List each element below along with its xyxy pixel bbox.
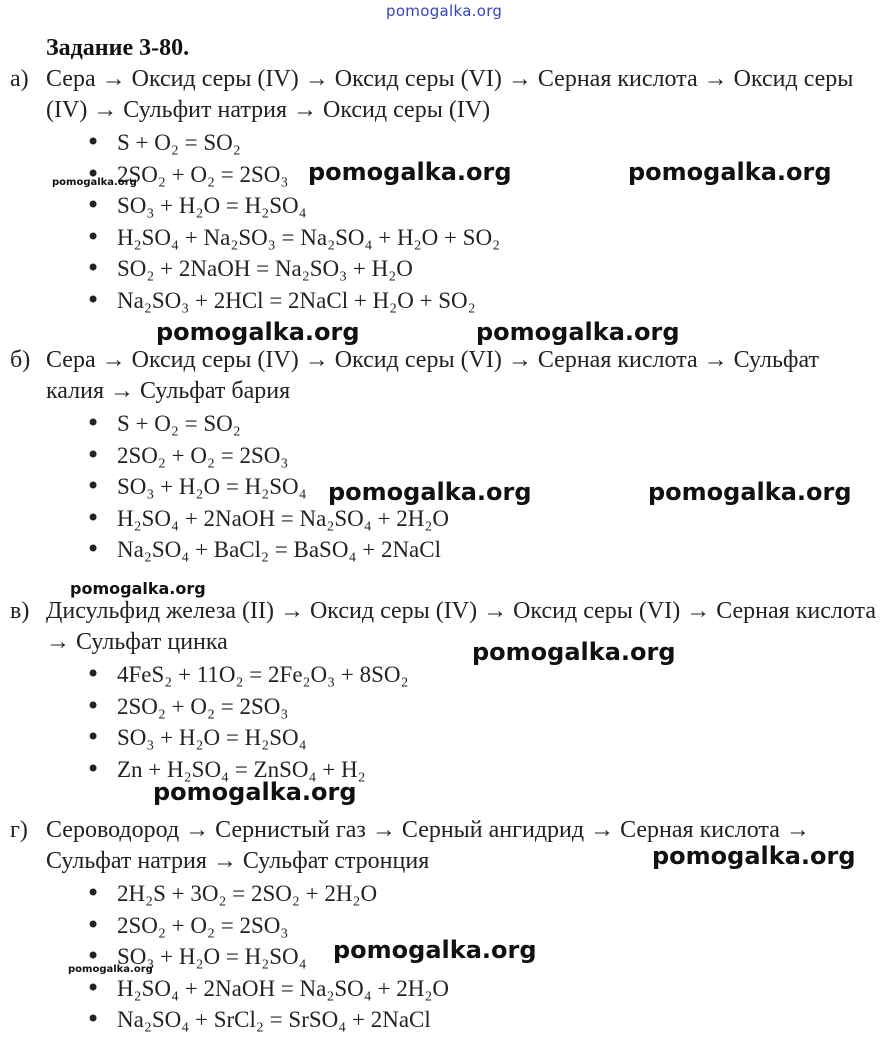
equation: • Na₂SO₃ + 2HCl = 2NaCl + H₂O + SO₂ <box>0 285 500 317</box>
equation: • H₂SO₄ + 2NaOH = Na₂SO₄ + 2H₂O <box>0 973 449 1005</box>
watermark: pomogalka.org <box>52 177 137 188</box>
equation: • SO₃ + H₂O = H₂SO₄ <box>0 722 409 754</box>
watermark: pomogalka.org <box>648 478 852 506</box>
equation: • 2SO₂ + O₂ = 2SO₃ <box>0 910 449 942</box>
equation-list <box>0 659 409 785</box>
equation: • Zn + H₂SO₄ = ZnSO₄ + H₂ <box>0 754 409 786</box>
equation: • 2SO₂ + O₂ = 2SO₃ <box>0 440 449 472</box>
equation: • S + O₂ = SO₂ <box>0 408 449 440</box>
site-link-top[interactable]: pomogalka.org <box>386 2 503 20</box>
equation: • SO₃ + H₂O = H₂SO₄ <box>0 941 449 973</box>
transformation-chain: Дисульфид железа (II) → Оксид серы (IV) → Оксид серы (VI) → Серная кислота → Сульфат цинка <box>46 598 876 655</box>
watermark: pomogalka.org <box>328 478 532 506</box>
equation: • Na₂SO₄ + SrCl₂ = SrSO₄ + 2NaCl <box>0 1004 449 1036</box>
equation: • S + O₂ = SO₂ <box>0 127 500 159</box>
equation: • H₂SO₄ + Na₂SO₃ = Na₂SO₄ + H₂O + SO₂ <box>0 222 500 254</box>
equation: • 2SO₂ + O₂ = 2SO₃ <box>0 159 500 191</box>
transformation-chain: Сера → Оксид серы (IV) → Оксид серы (VI) → Серная кислота → Сульфат калия → Сульфат бария <box>46 347 819 404</box>
watermark: pomogalka.org <box>476 318 680 346</box>
watermark: pomogalka.org <box>333 936 537 964</box>
equation: • 4FeS₂ + 11O₂ = 2Fe₂O₃ + 8SO₂ <box>0 659 409 691</box>
section-letter: б) <box>10 347 31 373</box>
equation: • 2H₂S + 3O₂ = 2SO₂ + 2H₂O <box>0 878 449 910</box>
section-letter: а) <box>10 66 29 92</box>
equation: • H₂SO₄ + 2NaOH = Na₂SO₄ + 2H₂O <box>0 503 449 535</box>
watermark: pomogalka.org <box>308 158 512 186</box>
equation: • SO₃ + H₂O = H₂SO₄ <box>0 471 449 503</box>
equation-list <box>0 127 500 316</box>
transformation-chain: Сероводород → Сернистый газ → Серный ангидрид → Серная кислота → Сульфат натрия → Сульфат стронция <box>46 817 810 874</box>
watermark: pomogalka.org <box>153 778 357 806</box>
equation: • Na₂SO₄ + BaCl₂ = BaSO₄ + 2NaCl <box>0 534 449 566</box>
equation: • SO₃ + H₂O = H₂SO₄ <box>0 190 500 222</box>
watermark: pomogalka.org <box>156 318 360 346</box>
transformation-chain: Сера → Оксид серы (IV) → Оксид серы (VI) → Серная кислота → Оксид серы (IV) → Сульфит натрия → Оксид серы (IV) <box>46 66 854 123</box>
watermark: pomogalka.org <box>472 638 676 666</box>
watermark: pomogalka.org <box>628 158 832 186</box>
task-title: Задание 3-80. <box>46 35 190 61</box>
section-letter: в) <box>10 598 30 624</box>
equation: • SO₂ + 2NaOH = Na₂SO₃ + H₂O <box>0 253 500 285</box>
watermark: pomogalka.org <box>68 964 153 975</box>
section-letter: г) <box>10 817 28 843</box>
watermark: pomogalka.org <box>70 579 206 598</box>
equation: • 2SO₂ + O₂ = 2SO₃ <box>0 691 409 723</box>
watermark: pomogalka.org <box>652 842 856 870</box>
